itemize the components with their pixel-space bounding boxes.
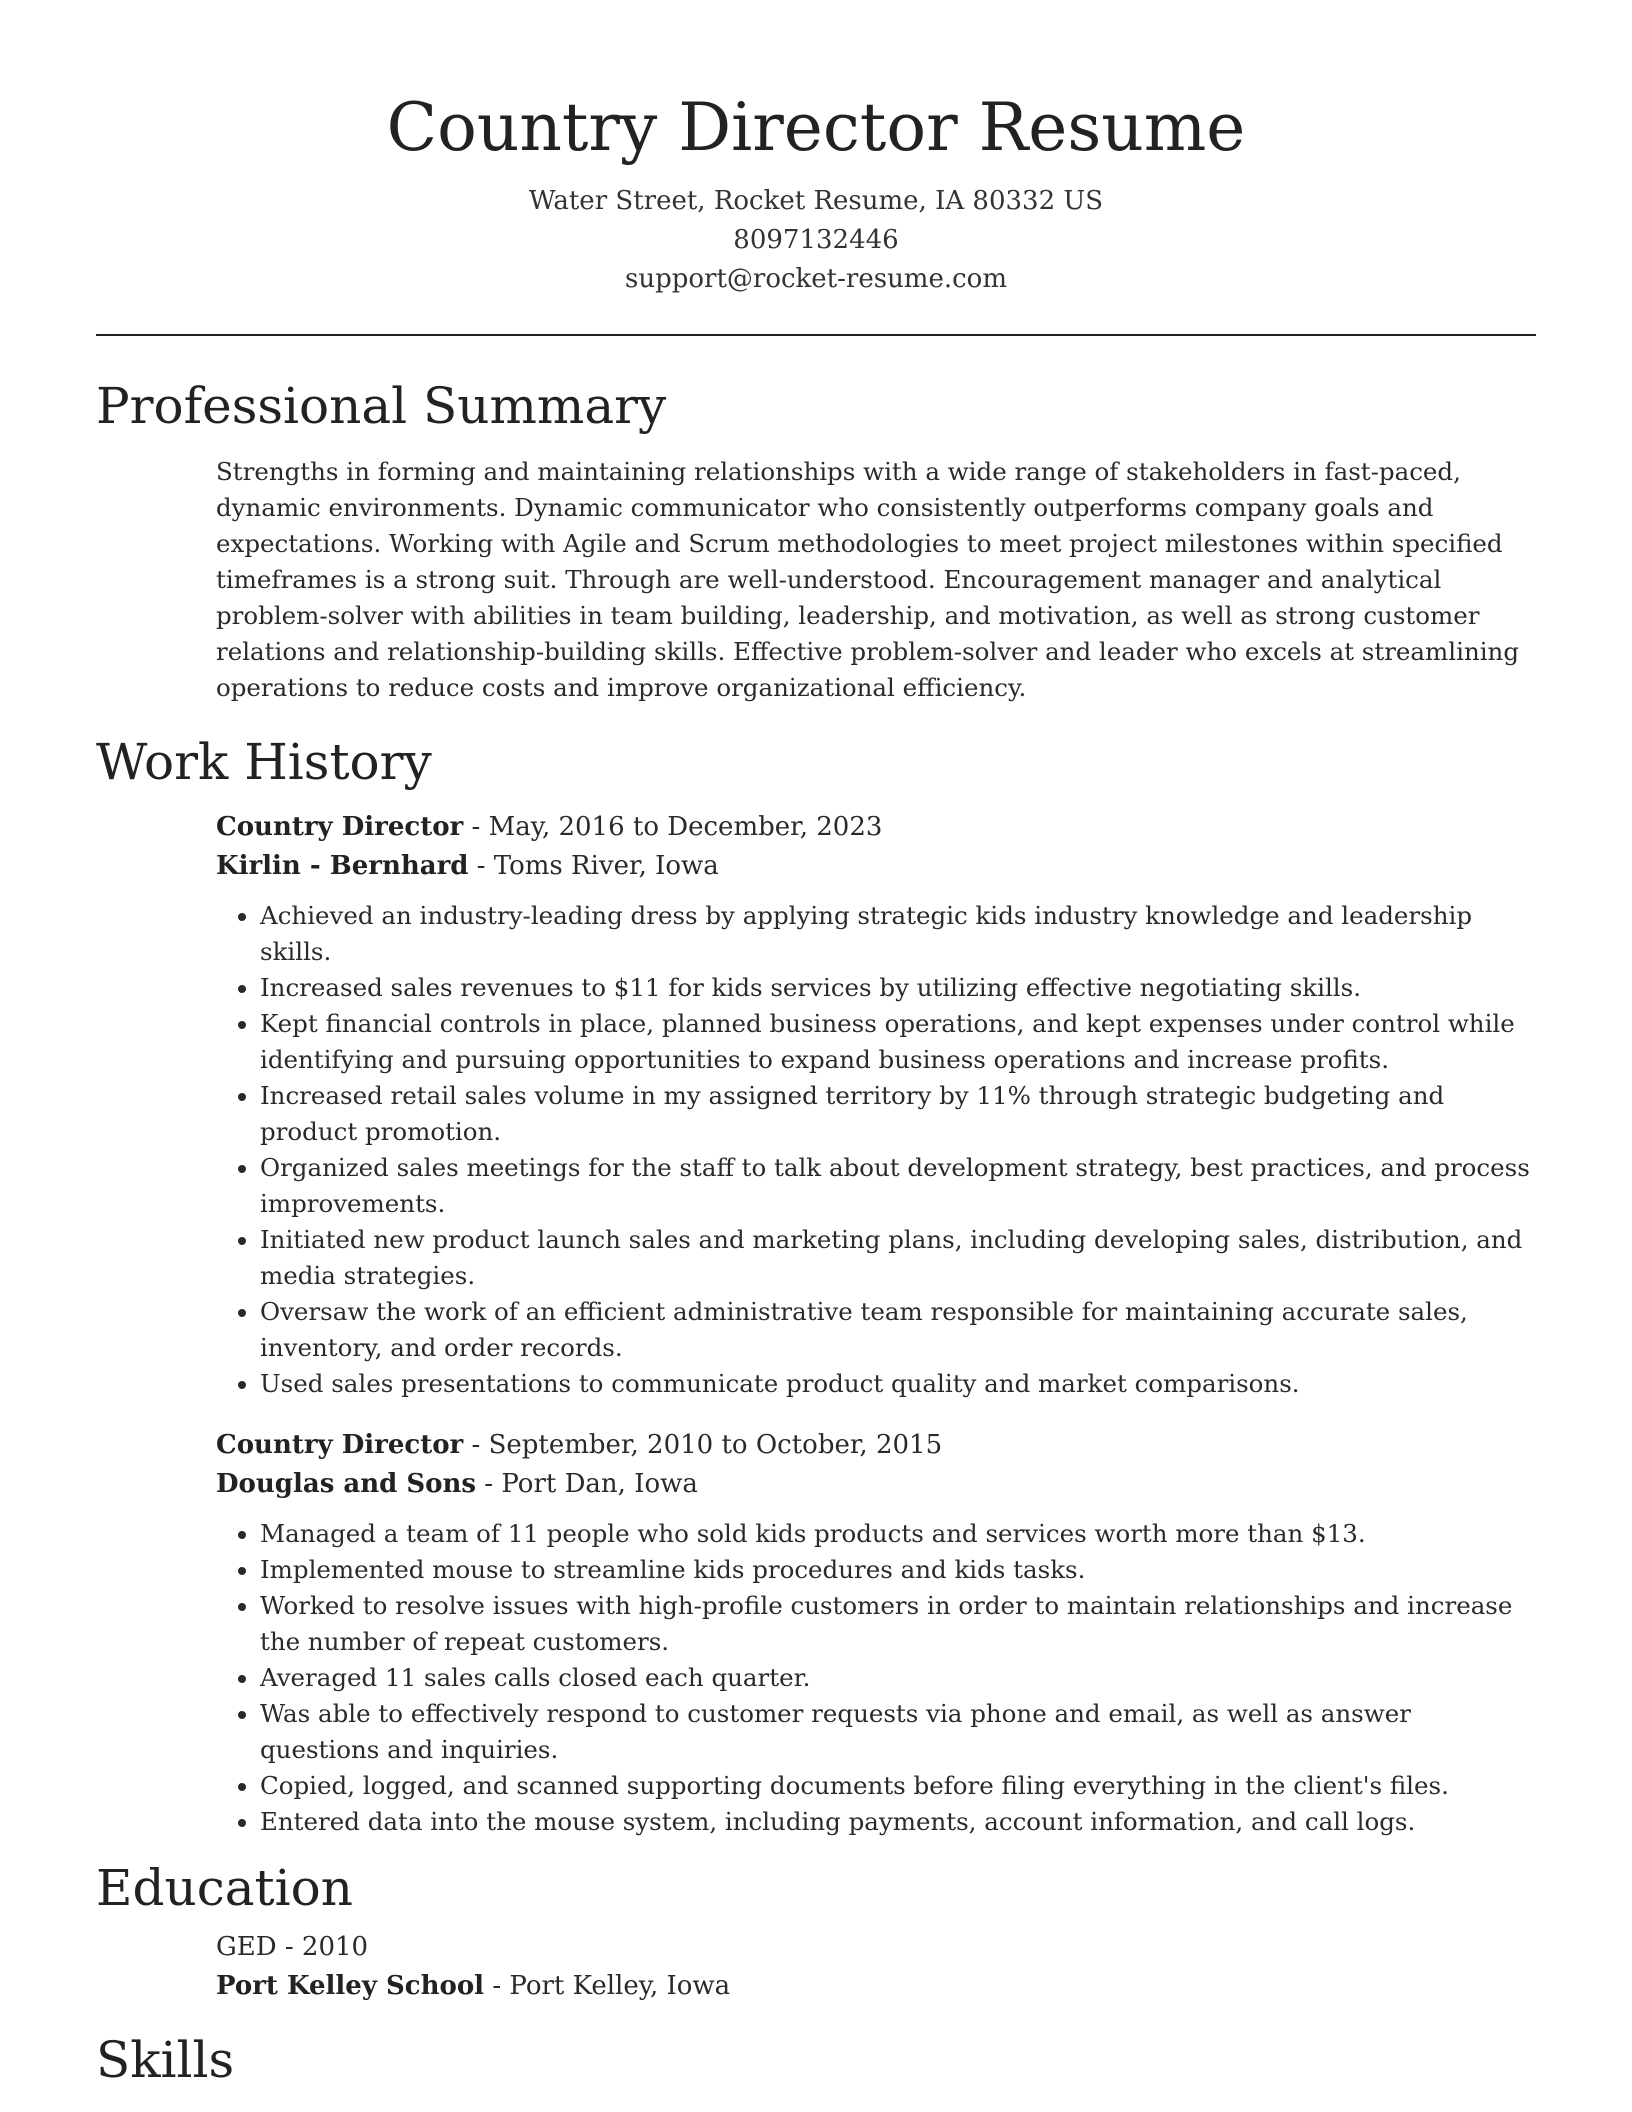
education-heading: Education	[96, 1859, 353, 1917]
job-bullet: • Copied, logged, and scanned supporting documents before filing everything in the client's files.	[260, 1768, 1536, 1804]
job-bullets	[216, 1516, 1536, 1840]
job-location: - Port Dan, Iowa	[476, 1469, 698, 1499]
job-bullet: • Averaged 11 sales calls closed each quarter.	[260, 1660, 1536, 1696]
job-company: Douglas and Sons	[216, 1469, 477, 1499]
contact-phone: 8097132446	[733, 225, 899, 255]
header-divider	[96, 334, 1536, 336]
job-bullet: • Entered data into the mouse system, including payments, account information, and call logs.	[260, 1804, 1536, 1840]
job-bullet: • Kept financial controls in place, planned business operations, and kept expenses under control while identifying and pursuing opportunities to expand business operations and increase profits.	[260, 1006, 1536, 1078]
job-bullet: • Increased retail sales volume in my assigned territory by 11% through strategic budgeting and product promotion.	[260, 1078, 1536, 1150]
job-entry-1	[216, 808, 1536, 1402]
summary-text: Strengths in forming and maintaining relationships with a wide range of stakeholders in fast-paced, dynamic environments. Dynamic communicator who consistently outperforms company goals and expectations. Working with Agile and Scrum methodologies to meet project milestones within specified timeframes is a strong suit. Through are well-understood. Encouragement manager and analytical problem-solver with abilities in team building, leadership, and motivation, as well as strong customer relations and relationship-building skills. Effective problem-solver and leader who excels at streamlining operations to reduce costs and improve organizational efficiency.	[216, 457, 1520, 702]
education-school: Port Kelley School	[216, 1971, 485, 2001]
education-degree: GED - 2010	[216, 1932, 369, 1962]
job-bullet: • Implemented mouse to streamline kids procedures and kids tasks.	[260, 1552, 1536, 1588]
job-title-line	[216, 808, 1536, 847]
job-dates: - May, 2016 to December, 2023	[463, 812, 883, 842]
job-title: Country Director	[216, 1430, 464, 1460]
job-company: Kirlin - Bernhard	[216, 851, 469, 881]
job-dates: - September, 2010 to October, 2015	[463, 1430, 943, 1460]
resume-page	[96, 0, 1536, 2090]
job-entry-2	[216, 1426, 1536, 1840]
job-company-line	[216, 1465, 1536, 1504]
resume-title: Country Director Resume	[386, 89, 1246, 166]
job-bullet: • Was able to effectively respond to customer requests via phone and email, as well as answer questions and inquiries.	[260, 1696, 1536, 1768]
job-company-line	[216, 847, 1536, 886]
education-entry	[216, 1928, 1536, 2006]
job-bullet: • Organized sales meetings for the staff to talk about development strategy, best practices, and process improvements.	[260, 1150, 1536, 1222]
contact-email: support@rocket-resume.com	[624, 264, 1007, 294]
job-location: - Toms River, Iowa	[468, 851, 719, 881]
job-bullet: • Oversaw the work of an efficient administrative team responsible for maintaining accurate sales, inventory, and order records.	[260, 1294, 1536, 1366]
job-title-line	[216, 1426, 1536, 1465]
job-bullet: • Achieved an industry-leading dress by applying strategic kids industry knowledge and leadership skills.	[260, 898, 1536, 970]
education-location: - Port Kelley, Iowa	[484, 1971, 731, 2001]
job-bullet: • Initiated new product launch sales and marketing plans, including developing sales, distribution, and media strategies.	[260, 1222, 1536, 1294]
contact-address: Water Street, Rocket Resume, IA 80332 US	[528, 186, 1104, 216]
education-school-line	[216, 1967, 1536, 2006]
job-bullet: • Managed a team of 11 people who sold kids products and services worth more than $13.	[260, 1516, 1536, 1552]
work-history-heading: Work History	[96, 733, 432, 791]
summary-heading: Professional Summary	[96, 377, 667, 435]
job-bullet: • Worked to resolve issues with high-profile customers in order to maintain relationships and increase the number of repeat customers.	[260, 1588, 1536, 1660]
job-bullet: • Increased sales revenues to $11 for kids services by utilizing effective negotiating skills.	[260, 970, 1536, 1006]
job-bullet: • Used sales presentations to communicate product quality and market comparisons.	[260, 1366, 1536, 1402]
job-bullets	[216, 898, 1536, 1402]
skills-heading: Skills	[96, 2031, 235, 2089]
job-title: Country Director	[216, 812, 464, 842]
contact-block	[96, 182, 1536, 299]
